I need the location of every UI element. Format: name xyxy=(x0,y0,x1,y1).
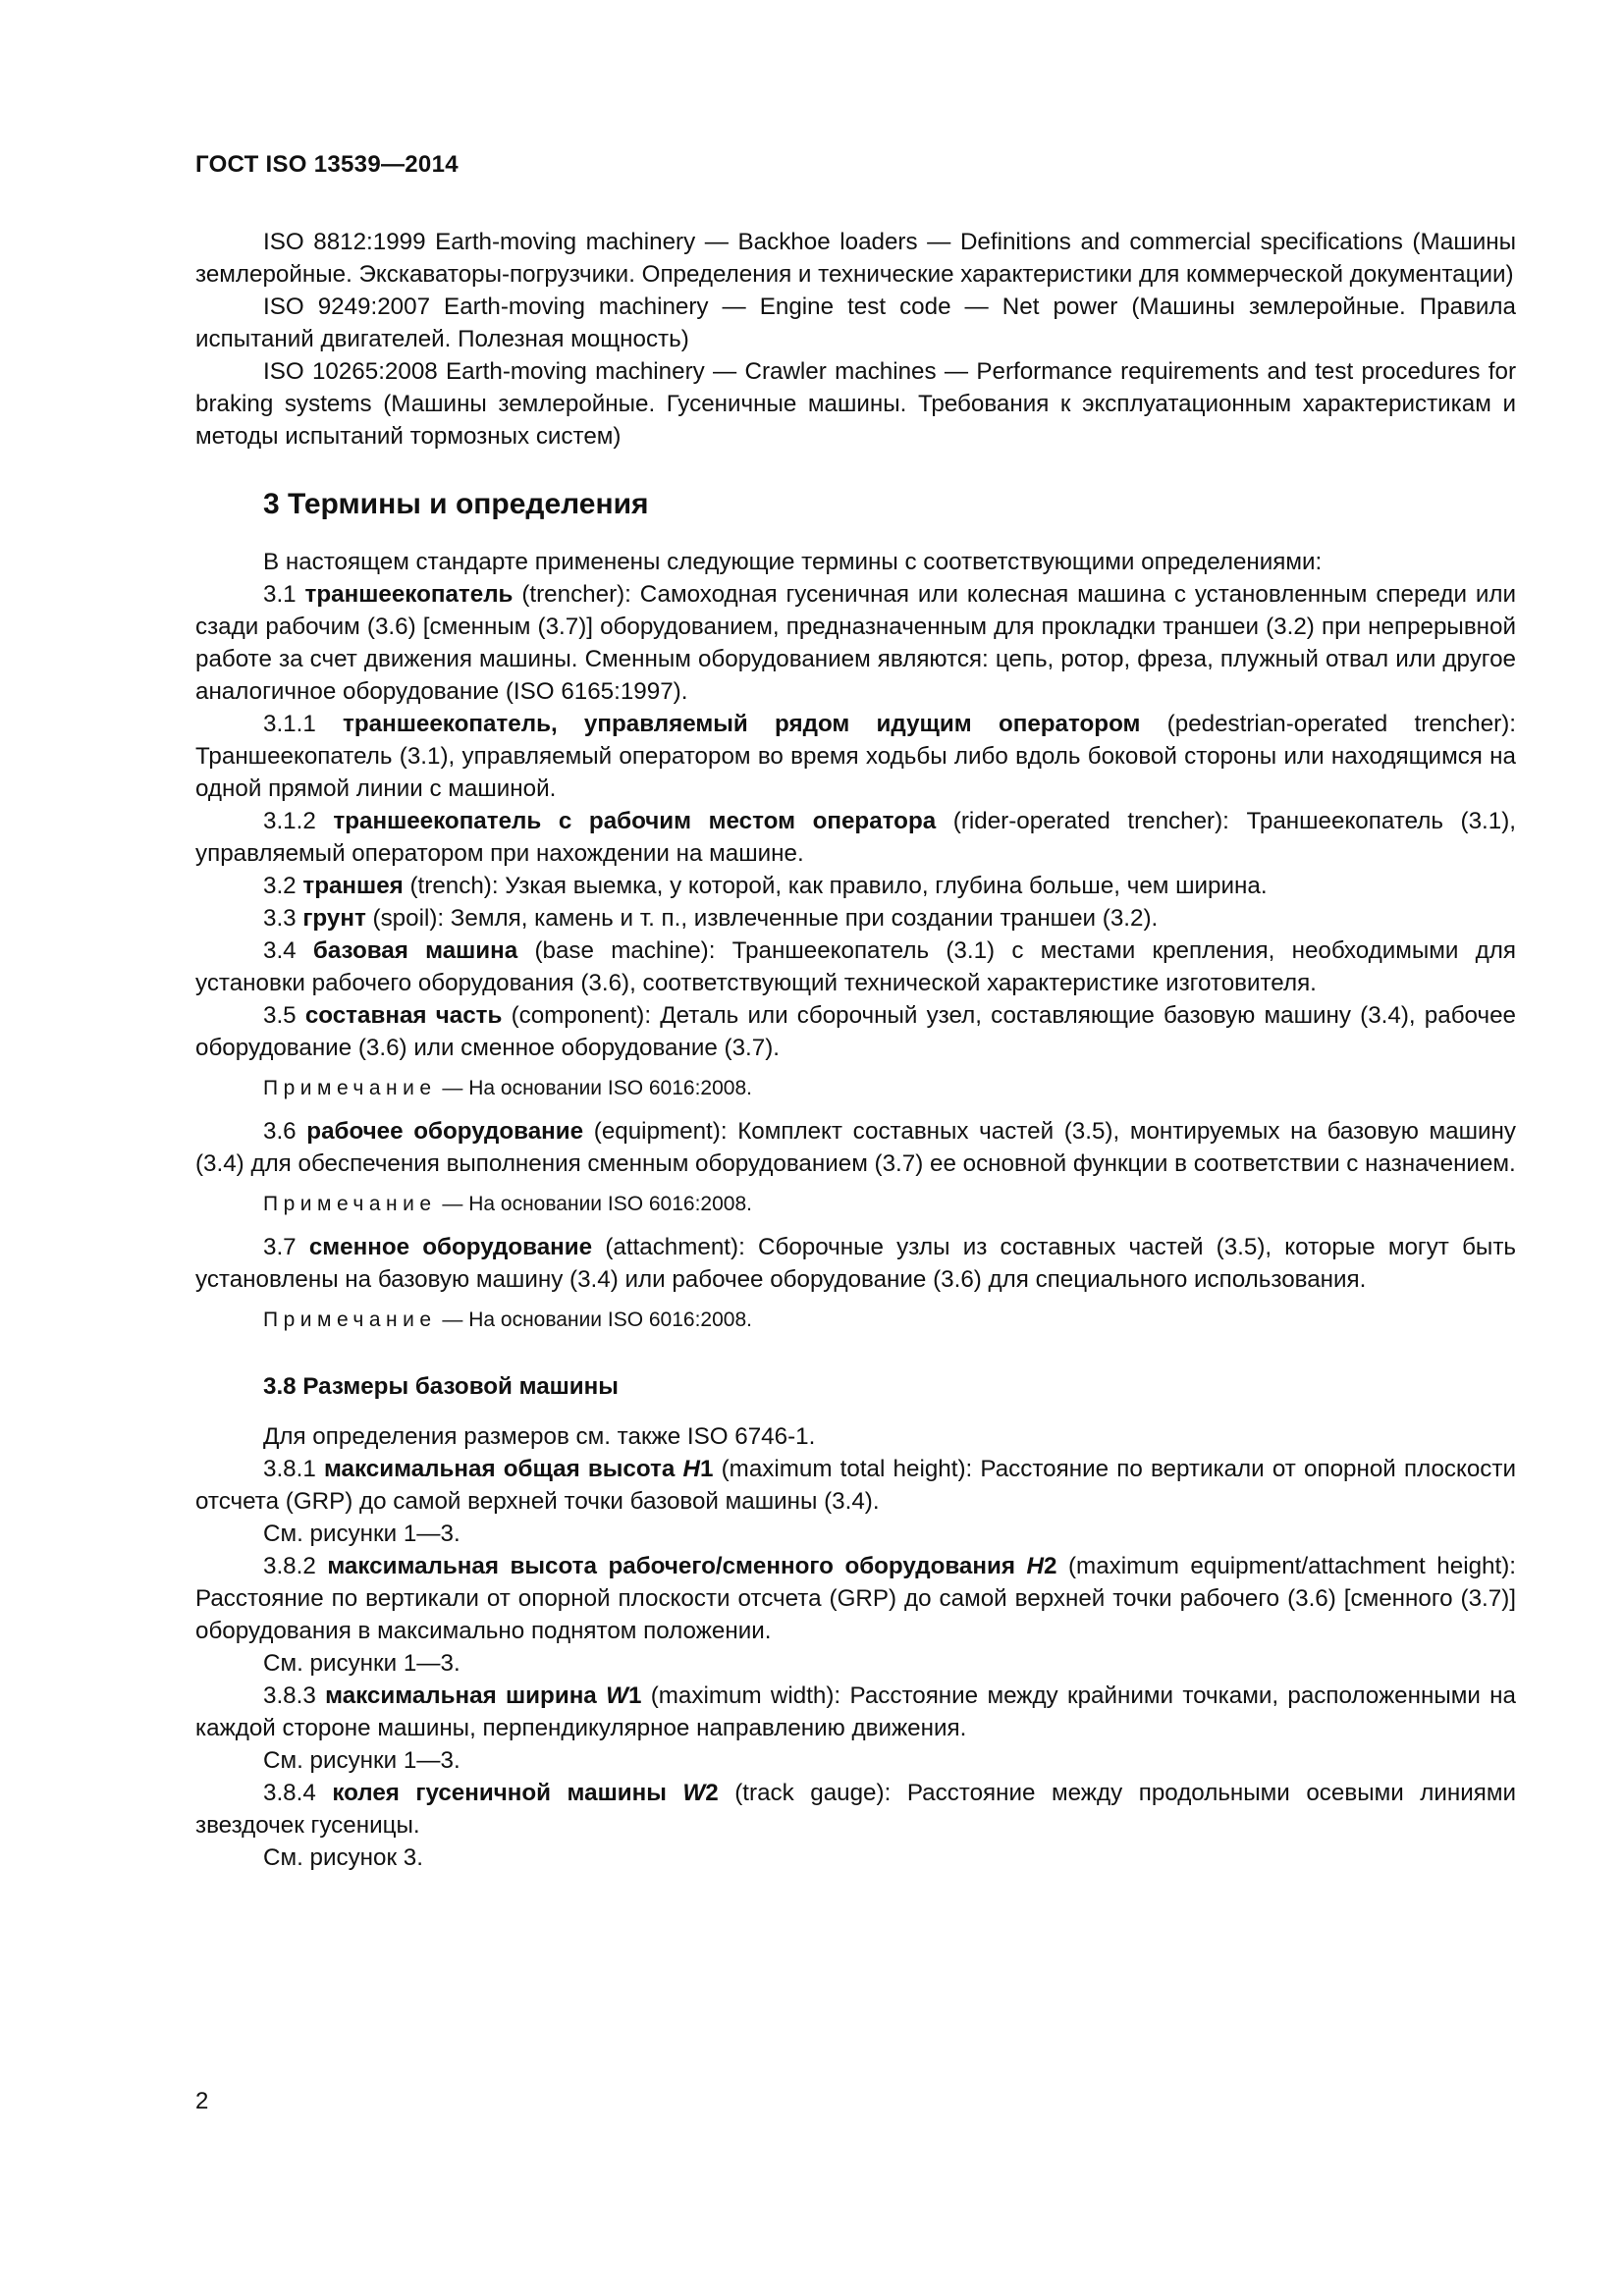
term-symbol-index: 2 xyxy=(705,1780,719,1806)
term-number: 3.8.3 xyxy=(263,1682,326,1709)
term-number: 3.1 xyxy=(263,581,305,608)
term-name xyxy=(327,1553,1056,1579)
term-3-8-4 xyxy=(195,1777,1516,1842)
note-text: — На основании ISO 6016:2008. xyxy=(436,1308,752,1331)
term-3-5 xyxy=(195,999,1516,1064)
term-name xyxy=(325,1682,641,1709)
term-definition: (trench): Узкая выемка, у которой, как правило, глубина больше, чем ширина. xyxy=(403,873,1268,899)
section-3-8-intro: Для определения размеров см. также ISO 6746-1. xyxy=(263,1423,816,1450)
term-name: грунт xyxy=(302,905,366,932)
reference-iso-10265: ISO 10265:2008 Earth-moving machinery — Crawler machines — Performance requirements and test procedures for braking systems (Машины землеройные. Гусеничные машины. Требования к эксплуатационным характеристикам и методы испытаний тормозных систем) xyxy=(195,358,1516,450)
term-symbol-index: 1 xyxy=(627,1682,642,1709)
term-symbol-index: 2 xyxy=(1043,1553,1057,1579)
see-figures-3: См. рисунки 1—3. xyxy=(263,1747,460,1774)
term-name: базовая машина xyxy=(312,937,518,964)
term-number: 3.8.2 xyxy=(263,1553,328,1579)
document-header: ГОСТ ISO 13539—2014 xyxy=(195,151,459,178)
term-symbol-index: 1 xyxy=(699,1456,714,1482)
see-figure-3: См. рисунок 3. xyxy=(263,1844,423,1871)
term-name-text: максимальная высота рабочего/сменного оборудования xyxy=(327,1553,1027,1579)
term-definition: (pedestrian-operated trencher): Траншеекопатель (3.1), управляемый оператором во время ходьбы либо вдоль боковой стороны или находящимся на одной прямой линии с машиной. xyxy=(195,711,1516,802)
see-figures-1: См. рисунки 1—3. xyxy=(263,1521,460,1547)
term-definition: (maximum width): Расстояние между крайними точками, расположенными на каждой стороне машины, перпендикулярное направлению движения. xyxy=(195,1682,1516,1741)
note-label: Примечание xyxy=(263,1308,437,1331)
term-number: 3.1.2 xyxy=(263,808,334,834)
term-definition: (attachment): Сборочные узлы из составных частей (3.5), которые могут быть установлены на базовую машину (3.4) или рабочее оборудование (3.6) для специального использования. xyxy=(195,1234,1516,1293)
term-number: 3.2 xyxy=(263,873,303,899)
term-name-text: максимальная ширина xyxy=(325,1682,607,1709)
term-name-text: колея гусеничной машины xyxy=(332,1780,683,1806)
term-definition: (base machine): Траншеекопатель (3.1) с местами крепления, необходимыми для установки рабочего оборудования (3.6), соответствующий технической характеристике изготовителя. xyxy=(195,937,1516,996)
reference-iso-9249: ISO 9249:2007 Earth-moving machinery — Engine test code — Net power (Машины землеройные. Правила испытаний двигателей. Полезная мощность) xyxy=(195,294,1516,352)
term-3-1 xyxy=(195,578,1516,708)
term-name: сменное оборудование xyxy=(308,1234,593,1260)
note-1 xyxy=(195,1074,1516,1103)
term-3-6 xyxy=(195,1115,1516,1180)
term-number: 3.8.1 xyxy=(263,1456,324,1482)
term-definition: (maximum equipment/attachment height): Расстояние по вертикали от опорной плоскости отсчета (GRP) до самой верхней точки рабочего (3.6) [сменного (3.7)] оборудования в максимально поднятом положении. xyxy=(195,1553,1516,1644)
term-symbol: H xyxy=(682,1456,700,1482)
term-name: траншеекопатель xyxy=(304,581,514,608)
term-definition: (trencher): Самоходная гусеничная или колесная машина с установленным спереди или сзади рабочим (3.6) [сменным (3.7)] оборудованием, предназначенным для прокладки траншеи (3.2) при непрерывной работе за счет движения машины. Сменным оборудованием являются: цепь, ротор, фреза, плужный отвал или другое аналогичное оборудование (ISO 6165:1997). xyxy=(195,581,1516,705)
term-symbol: W xyxy=(682,1780,706,1806)
note-text: — На основании ISO 6016:2008. xyxy=(436,1193,752,1215)
term-number: 3.3 xyxy=(263,905,303,932)
term-name: траншеекопатель, управляемый рядом идущим оператором xyxy=(343,711,1141,737)
term-number: 3.6 xyxy=(263,1118,307,1145)
reference-iso-8812: ISO 8812:1999 Earth-moving machinery — Backhoe loaders — Definitions and commercial specifications (Машины землеройные. Экскаваторы-погрузчики. Определения и технические характеристики для коммерческой документации) xyxy=(195,229,1516,288)
section-3-8-title: 3.8 Размеры базовой машины xyxy=(263,1373,619,1400)
term-number: 3.8.4 xyxy=(263,1780,333,1806)
section-3-intro: В настоящем стандарте применены следующие термины с соответствующими определениями: xyxy=(263,549,1323,575)
term-definition: (spoil): Земля, камень и т. п., извлеченные при создании траншеи (3.2). xyxy=(365,905,1159,932)
term-number: 3.1.1 xyxy=(263,711,344,737)
page-number: 2 xyxy=(195,2088,209,2114)
term-definition: (component): Деталь или сборочный узел, составляющие базовую машину (3.4), рабочее оборудование (3.6) или сменное оборудование (3.7). xyxy=(195,1002,1516,1061)
term-number: 3.5 xyxy=(263,1002,305,1029)
term-3-8-1 xyxy=(195,1453,1516,1518)
note-label: Примечание xyxy=(263,1193,437,1215)
term-3-7 xyxy=(195,1231,1516,1296)
note-label: Примечание xyxy=(263,1077,437,1099)
note-3 xyxy=(195,1306,1516,1335)
note-text: — На основании ISO 6016:2008. xyxy=(436,1077,752,1099)
term-definition: (maximum total height): Расстояние по вертикали от опорной плоскости отсчета (GRP) до самой верхней точки базовой машины (3.4). xyxy=(195,1456,1516,1515)
term-3-8-2 xyxy=(195,1550,1516,1647)
term-definition: (equipment): Комплект составных частей (3.5), монтируемых на базовую машину (3.4) для обеспечения выполнения сменным оборудованием (3.7) ее основной функции в соответствии с назначением. xyxy=(195,1118,1516,1177)
term-definition: (track gauge): Расстояние между продольными осевыми линиями звездочек гусеницы. xyxy=(195,1780,1516,1839)
see-figures-2: См. рисунки 1—3. xyxy=(263,1650,460,1677)
term-name xyxy=(324,1456,713,1482)
document-body xyxy=(195,226,1516,1874)
term-name-text: максимальная общая высота xyxy=(323,1456,683,1482)
term-symbol: W xyxy=(606,1682,628,1709)
term-number: 3.7 xyxy=(263,1234,309,1260)
term-name: составная часть xyxy=(304,1002,503,1029)
term-name: траншея xyxy=(302,873,404,899)
term-3-1-2 xyxy=(195,805,1516,870)
term-name xyxy=(332,1780,718,1806)
term-3-8-3 xyxy=(195,1680,1516,1744)
term-3-1-1 xyxy=(195,708,1516,805)
term-name: траншеекопатель с рабочим местом оператора xyxy=(333,808,937,834)
term-name: рабочее оборудование xyxy=(306,1118,584,1145)
term-symbol: H xyxy=(1026,1553,1044,1579)
section-3-title: 3 Термины и определения xyxy=(263,488,649,520)
term-definition: (rider-operated trencher): Траншеекопатель (3.1), управляемый оператором при нахождении на машине. xyxy=(195,808,1516,867)
term-3-2 xyxy=(195,870,1516,902)
term-3-4 xyxy=(195,934,1516,999)
term-number: 3.4 xyxy=(263,937,313,964)
note-2 xyxy=(195,1190,1516,1219)
term-3-3 xyxy=(195,902,1516,934)
